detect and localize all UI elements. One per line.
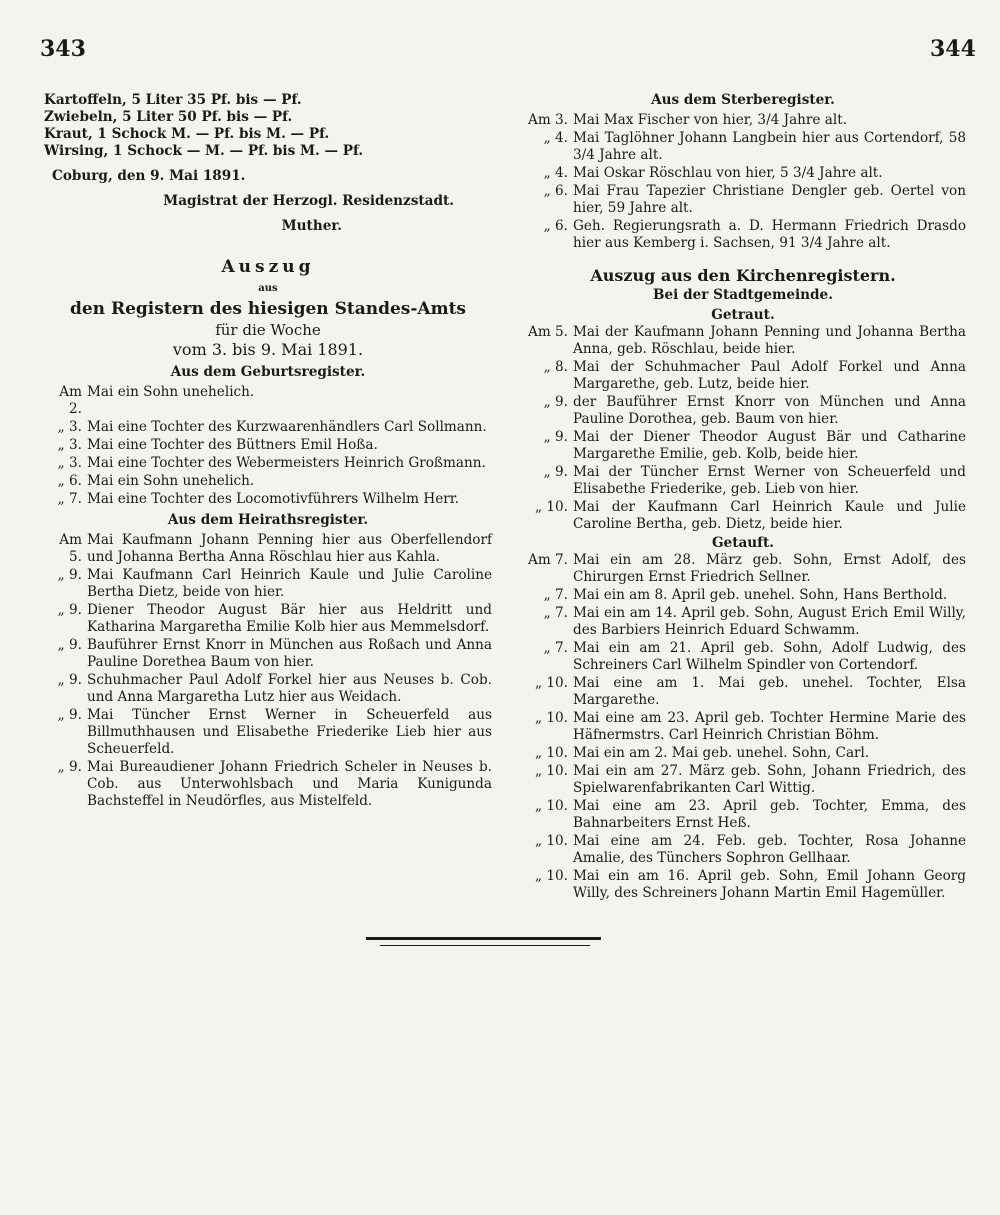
- list-item: Am 5. Mai Kaufmann Johann Penning hier aus Oberfellendorf und Johanna Bertha Anna Röschlau hier aus Kahla.: [59, 532, 492, 565]
- kirchen-heading: Auszug aus den Kirchenregistern.: [590, 266, 896, 285]
- price-line: Zwiebeln, 5 Liter 50 Pf. bis — Pf.: [44, 109, 293, 125]
- list-item: „ 7. Mai ein am 8. April geb. unehel. Sohn, Hans Berthold.: [543, 587, 948, 603]
- list-item: „ 7. Mai ein am 21. April geb. Sohn, Adolf Ludwig, des Schreiners Carl Wilhelm Spindler von Cortendorf.: [543, 640, 966, 673]
- registers-title: den Registern des hiesigen Standes-Amts: [69, 299, 466, 319]
- price-line: Wirsing, 1 Schock — M. — Pf. bis M. — Pf.: [44, 143, 364, 159]
- list-item: „ 3. Mai eine Tochter des Webermeisters Heinrich Großmann.: [57, 455, 486, 471]
- list-item: „ 9. Bauführer Ernst Knorr in München aus Roßach und Anna Pauline Dorethea Baum von hier.: [57, 637, 492, 670]
- price-line: Kraut, 1 Schock M. — Pf. bis M. — Pf.: [44, 126, 330, 142]
- page-number-left: 343: [40, 36, 86, 62]
- list-item: „ 10. Mai eine am 1. Mai geb. unehel. Tochter, Elsa Margarethe.: [535, 675, 966, 708]
- price-list: [44, 92, 492, 160]
- list-item: „ 9. der Bauführer Ernst Knorr von München und Anna Pauline Dorothea, geb. Baum von hier.: [543, 394, 966, 427]
- list-item: „ 9. Schuhmacher Paul Adolf Forkel hier aus Neuses b. Cob. und Anna Margaretha Lutz hier aus Weidach.: [57, 672, 492, 705]
- list-item: „ 10. Mai ein am 16. April geb. Sohn, Emil Johann Georg Willy, des Schreiners Johann Martin Emil Hagemüller.: [535, 868, 966, 901]
- list-item: Am 7. Mai ein am 28. März geb. Sohn, Ernst Adolf, des Chirurgen Ernst Friedrich Sellner.: [528, 552, 966, 585]
- list-item: „ 10. Mai eine am 24. Feb. geb. Tochter, Rosa Johanne Amalie, des Tünchers Sophron Gellhaar.: [535, 833, 966, 866]
- list-item: „ 10. Mai ein am 2. Mai geb. unehel. Sohn, Carl.: [535, 745, 870, 761]
- aus-word: aus: [258, 283, 278, 294]
- list-item: „ 10. Mai ein am 27. März geb. Sohn, Johann Friedrich, des Spielwarenfabrikanten Carl Wittig.: [535, 763, 966, 796]
- list-item: Am 3. Mai Max Fischer von hier, 3/4 Jahre alt.: [528, 112, 848, 128]
- list-item: „ 6. Mai Frau Tapezier Christiane Dengler geb. Oertel von hier, 59 Jahre alt.: [543, 183, 966, 216]
- getauft-heading: Getauft.: [711, 535, 775, 551]
- right-column: [520, 92, 966, 903]
- place-date: Coburg, den 9. Mai 1891.: [52, 168, 246, 184]
- list-item: „ 7. Mai eine Tochter des Locomotivführers Wilhelm Herr.: [57, 491, 460, 507]
- auszug-title: Auszug: [221, 257, 315, 277]
- getraut-heading: Getraut.: [711, 307, 775, 323]
- section-divider-thin: [380, 945, 590, 946]
- geburt-list: [44, 384, 492, 508]
- list-item: „ 9. Mai der Diener Theodor August Bär und Catharine Margarethe Emilie, geb. Kolb, beide hier.: [543, 429, 966, 462]
- list-item: „ 10. Mai eine am 23. April geb. Tochter Hermine Marie des Häfnermstrs. Carl Heinrich Christian Böhm.: [535, 710, 966, 743]
- sterbe-list: [520, 112, 966, 252]
- list-item: „ 4. Mai Taglöhner Johann Langbein hier aus Cortendorf, 58 3/4 Jahre alt.: [543, 130, 966, 163]
- page-number-right: 344: [930, 36, 976, 62]
- list-item: „ 10. Mai eine am 23. April geb. Tochter, Emma, des Bahnarbeiters Ernst Heß.: [535, 798, 966, 831]
- list-item: „ 9. Mai Bureaudiener Johann Friedrich Scheler in Neuses b. Cob. aus Unterwohlsbach und Maria Kunigunda Bachsteffel in Neudörfles, aus Mistelfeld.: [57, 759, 492, 809]
- list-item: „ 3. Mai eine Tochter des Kurzwaarenhändlers Carl Sollmann.: [57, 419, 487, 435]
- list-item: Am 2. Mai ein Sohn unehelich.: [59, 384, 255, 417]
- list-item: „ 10. Mai der Kaufmann Carl Heinrich Kaule und Julie Caroline Bertha, geb. Dietz, beide hier.: [535, 499, 966, 532]
- heirath-list: [44, 532, 492, 810]
- getauft-list: [520, 552, 966, 902]
- section-divider: [366, 937, 601, 940]
- left-column: [44, 92, 492, 811]
- price-line: Kartoffeln, 5 Liter 35 Pf. bis — Pf.: [44, 92, 302, 108]
- signature: Muther.: [281, 218, 342, 234]
- list-item: Am 5. Mai der Kaufmann Johann Penning und Johanna Bertha Anna, geb. Röschlau, beide hier.: [528, 324, 966, 357]
- date-range: vom 3. bis 9. Mai 1891.: [172, 340, 364, 359]
- list-item: „ 7. Mai ein am 14. April geb. Sohn, August Erich Emil Willy, des Barbiers Heinrich Eduard Schwamm.: [543, 605, 966, 638]
- list-item: „ 9. Diener Theodor August Bär hier aus Heldritt und Katharina Margaretha Emilie Kolb hier aus Memmelsdorf.: [57, 602, 492, 635]
- list-item: „ 6. Mai ein Sohn unehelich.: [57, 473, 255, 489]
- list-item: „ 6. Geh. Regierungsrath a. D. Hermann Friedrich Drasdo hier aus Kemberg i. Sachsen, 91 3/4 Jahre alt.: [543, 218, 966, 251]
- stadtgemeinde-heading: Bei der Stadtgemeinde.: [653, 287, 833, 303]
- sterbe-heading: Aus dem Sterberegister.: [651, 92, 835, 108]
- list-item: „ 3. Mai eine Tochter des Büttners Emil Hoßa.: [57, 437, 378, 453]
- getraut-list: [520, 324, 966, 533]
- list-item: „ 9. Mai der Tüncher Ernst Werner von Scheuerfeld und Elisabethe Friederike, geb. Lieb von hier.: [543, 464, 966, 497]
- list-item: „ 4. Mai Oskar Röschlau von hier, 5 3/4 Jahre alt.: [543, 165, 883, 181]
- list-item: „ 9. Mai Tüncher Ernst Werner in Scheuerfeld aus Billmuthhausen und Elisabethe Friederike Lieb hier aus Scheuerfeld.: [57, 707, 492, 757]
- heirath-heading: Aus dem Heirathsregister.: [167, 512, 369, 528]
- geburt-heading: Aus dem Geburtsregister.: [170, 364, 366, 380]
- week-line: für die Woche: [215, 321, 321, 339]
- magistrat-line: Magistrat der Herzogl. Residenzstadt.: [163, 193, 454, 209]
- list-item: „ 9. Mai Kaufmann Carl Heinrich Kaule und Julie Caroline Bertha Dietz, beide von hier.: [57, 567, 492, 600]
- list-item: „ 8. Mai der Schuhmacher Paul Adolf Forkel und Anna Margarethe, geb. Lutz, beide hier.: [543, 359, 966, 392]
